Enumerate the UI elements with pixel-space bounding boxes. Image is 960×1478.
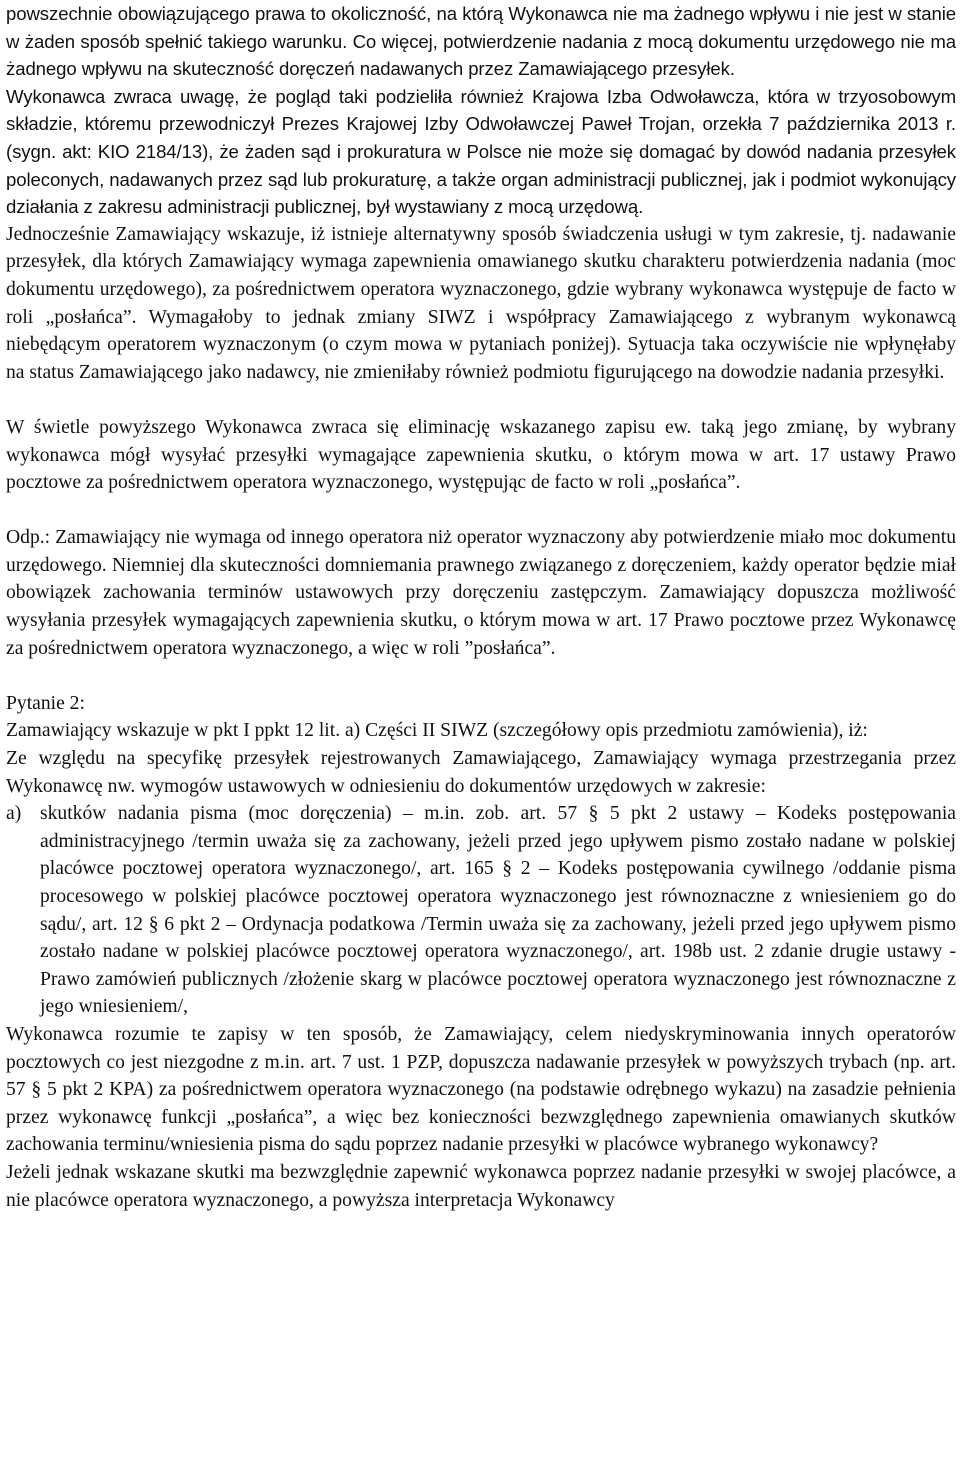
paragraph-continuation: Jeżeli jednak wskazane skutki ma bezwzględnie zapewnić wykonawca poprzez nadanie przesyłki w swojej placówce, a nie placówce operatora wyznaczonego, a powyższa interpretacja Wykonawcy — [6, 1161, 956, 1211]
paragraph-alternative: Jednocześnie Zamawiający wskazuje, iż istnieje alternatywny sposób świadczenia usługi w tym zakresie, tj. nadawanie przesyłek, dla których Zamawiający wymaga zapewnienia omawianego skutku charakteru potwierdzenia nadania (moc dokumentu urzędowego), za pośrednictwem operatora wyznaczonego, gdzie wybrany wykonawca występuje de facto w roli „posłańca”. Wymagałoby to jednak zmiany SIWZ i współpracy Zamawiającego z wybranym wykonawcą niebędącym operatorem wyznaczonym (o czym mowa w pytaniach poniżej). Sytuacja taka oczywiście nie wpłynęłaby na status Zamawiającego jako nadawcy, nie zmieniłaby również podmiotu figurującego na dowodzie nadania przesyłki. — [6, 223, 956, 383]
block-request — [6, 414, 956, 497]
paragraph-gap — [6, 386, 956, 414]
block-arguments — [6, 0, 956, 386]
paragraph-gap — [6, 662, 956, 690]
paragraph-gap — [6, 497, 956, 525]
document-page — [6, 0, 956, 1214]
block-question-2 — [6, 690, 956, 1214]
paragraph-request: W świetle powyższego Wykonawca zwraca się eliminację wskazanego zapisu ew. taką jego zmianę, by wybrany wykonawca mógł wysyłać przesyłki wymagające zapewnienia skutku, o którym mowa w art. 17 ustawy Prawo pocztowe za pośrednictwem operatora wyznaczonego, występując de facto w roli „posłańca”. — [6, 416, 956, 494]
paragraph-intro-2: Wykonawca zwraca uwagę, że pogląd taki podzieliła również Krajowa Izba Odwoławcza, która w trzyosobowym składzie, któremu przewodniczył Prezes Krajowej Izby Odwoławczej Paweł Trojan, orzekła 7 października 2013 r. (sygn. akt: KIO 2184/13), że żaden sąd i prokuratura w Polsce nie może się domagać by dowód nadania przesyłek poleconych, nadawanych przez sąd lub prokuraturę, a także organ administracji publicznej, jak i podmiot wykonujący działania z zakresu administracji publicznej, był wystawiany z mocą urzędową. — [6, 85, 956, 218]
paragraph-requirement: Ze względu na specyfikę przesyłek rejestrowanych Zamawiającego, Zamawiający wymaga przestrzegania przez Wykonawcę nw. wymogów ustawowych w odniesieniu do dokumentów urzędowych w zakresie: — [6, 748, 956, 797]
list-item-a — [6, 800, 956, 1021]
paragraph-intro-1: powszechnie obowiązującego prawa to okoliczność, na którą Wykonawca nie ma żadnego wpływu i nie jest w stanie w żaden sposób spełnić takiego warunku. Co więcej, potwierdzenie nadania z mocą dokumentu urzędowego nie ma żadnego wpływu na skuteczność doręczeń nadawanych przez Zamawiającego przesyłek. — [6, 3, 956, 80]
paragraph-question-intro: Zamawiający wskazuje w pkt I ppkt 12 lit. a) Części II SIWZ (szczegółowy opis przedmiotu zamówienia), iż: — [6, 720, 868, 742]
question-heading: Pytanie 2: — [6, 692, 85, 714]
list-marker: a) — [6, 803, 22, 825]
paragraph-interpretation: Wykonawca rozumie te zapisy w ten sposób, że Zamawiający, celem niedyskryminowania innych operatorów pocztowych co jest niezgodne z m.in. art. 7 ust. 1 PZP, dopuszcza nadawanie przesyłek w powyższych trybach (np. art. 57 § 5 pkt 2 KPA) za pośrednictwem operatora wyznaczonego (na podstawie odrębnego wykazu) na zasadzie pełnienia przez wykonawcę funkcji „posłańca”, a więc bez konieczności bezwzględnego zapewnienia omawianych skutków zachowania terminu/wniesienia pisma do sądu poprzez nadanie przesyłki w placówce wybranego wykonawcy? — [6, 1023, 956, 1156]
paragraph-answer: Odp.: Zamawiający nie wymaga od innego operatora niż operator wyznaczony aby potwierdzenie miało moc dokumentu urzędowego. Niemniej dla skuteczności domniemania prawnego związanego z doręczeniem, każdy operator będzie miał obowiązek zachowania terminów ustawowych przy doręczeniu zastępczym. Zamawiający dopuszcza możliwość wysyłania przesyłek wymagających zapewnienia skutku, o którym mowa w art. 17 Prawo pocztowe przez Wykonawcę za pośrednictwem operatora wyznaczonego, a więc w roli ”posłańca”. — [6, 527, 956, 659]
list-item-text: skutków nadania pisma (moc doręczenia) – m.in. zob. art. 57 § 5 pkt 2 ustawy – Kodeks postępowania administracyjnego /termin uważa się za zachowany, jeżeli przed jego upływem pismo zostało nadane w polskiej placówce pocztowej operatora wyznaczonego/, art. 165 § 2 – Kodeks postępowania cywilnego /oddanie pisma procesowego w polskiej placówce pocztowej operatora wyznaczonego jest równoznaczne z wniesieniem go do sądu/, art. 12 § 6 pkt 2 – Ordynacja podatkowa /Termin uważa się za zachowany, jeżeli przed jego upływem pismo zostało nadane w polskiej placówce pocztowej operatora wyznaczonego/, art. 198b ust. 2 zdanie drugie ustawy - Prawo zamówień publicznych /złożenie skarg w placówce pocztowej operatora wyznaczonego jest równoznaczne z jego wniesieniem/, — [40, 803, 956, 1018]
block-answer — [6, 524, 956, 662]
